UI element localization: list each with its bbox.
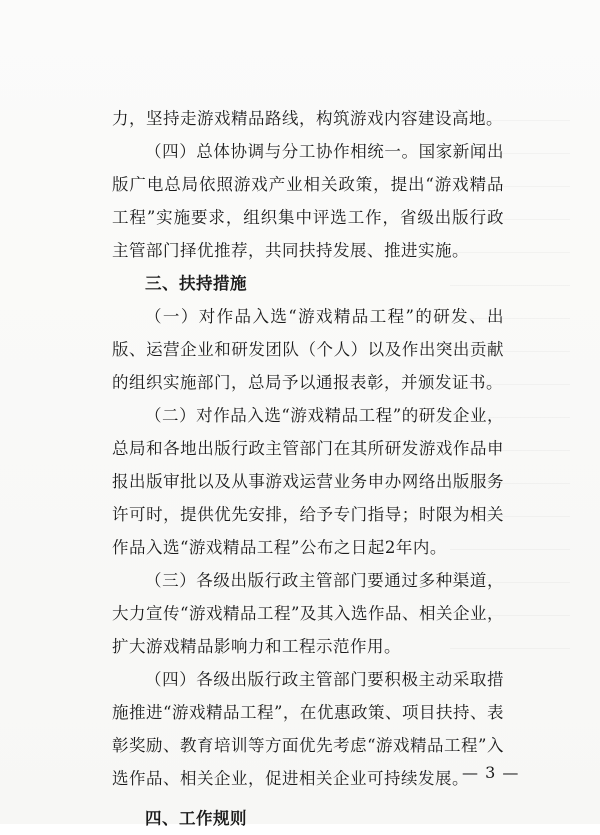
- paragraph-continuation: 力，坚持走游戏精品路线，构筑游戏内容建设高地。: [112, 109, 503, 128]
- measure-paragraph-1: （一）对作品入选“游戏精品工程”的研发、出版、运营企业和研发团队（个人）以及作出突出贡献的组织实施部门，总局予以通报表彰，并颁发证书。: [112, 307, 504, 392]
- page-number: — 3 —: [462, 763, 520, 782]
- measure-paragraph-3: （三）各级出版行政主管部门要通过多种渠道，大力宣传“游戏精品工程”及其入选作品、相关企业，扩大游戏精品影响力和工程示范作用。: [112, 571, 504, 656]
- measure-paragraph-2: （二）对作品入选“游戏精品工程”的研发企业，总局和各地出版行政主管部门在其所研发游戏作品申报出版审批以及从事游戏运营业务申办网络出版服务许可时，提供优先安排，给予专门指导；时限为相关作品入选“游戏精品工程”公布之日起2年内。: [112, 406, 504, 557]
- section-heading-work-rules: 四、工作规则: [145, 809, 247, 828]
- section-heading-support-measures: 三、扶持措施: [145, 274, 247, 293]
- measure-paragraph-4: （四）各级出版行政主管部门要积极主动采取措施推进“游戏精品工程”，在优惠政策、项目扶持、表彰奖励、教育培训等方面优先考虑“游戏精品工程”入选作品、相关企业，促进相关企业可持续发展。: [112, 670, 504, 788]
- paragraph-principle-4: （四）总体协调与分工协作相统一。国家新闻出版广电总局依照游戏产业相关政策，提出“游戏精品工程”实施要求，组织集中评选工作，省级出版行政主管部门择优推荐，共同扶持发展、推进实施。: [112, 142, 504, 260]
- document-body: [112, 102, 504, 835]
